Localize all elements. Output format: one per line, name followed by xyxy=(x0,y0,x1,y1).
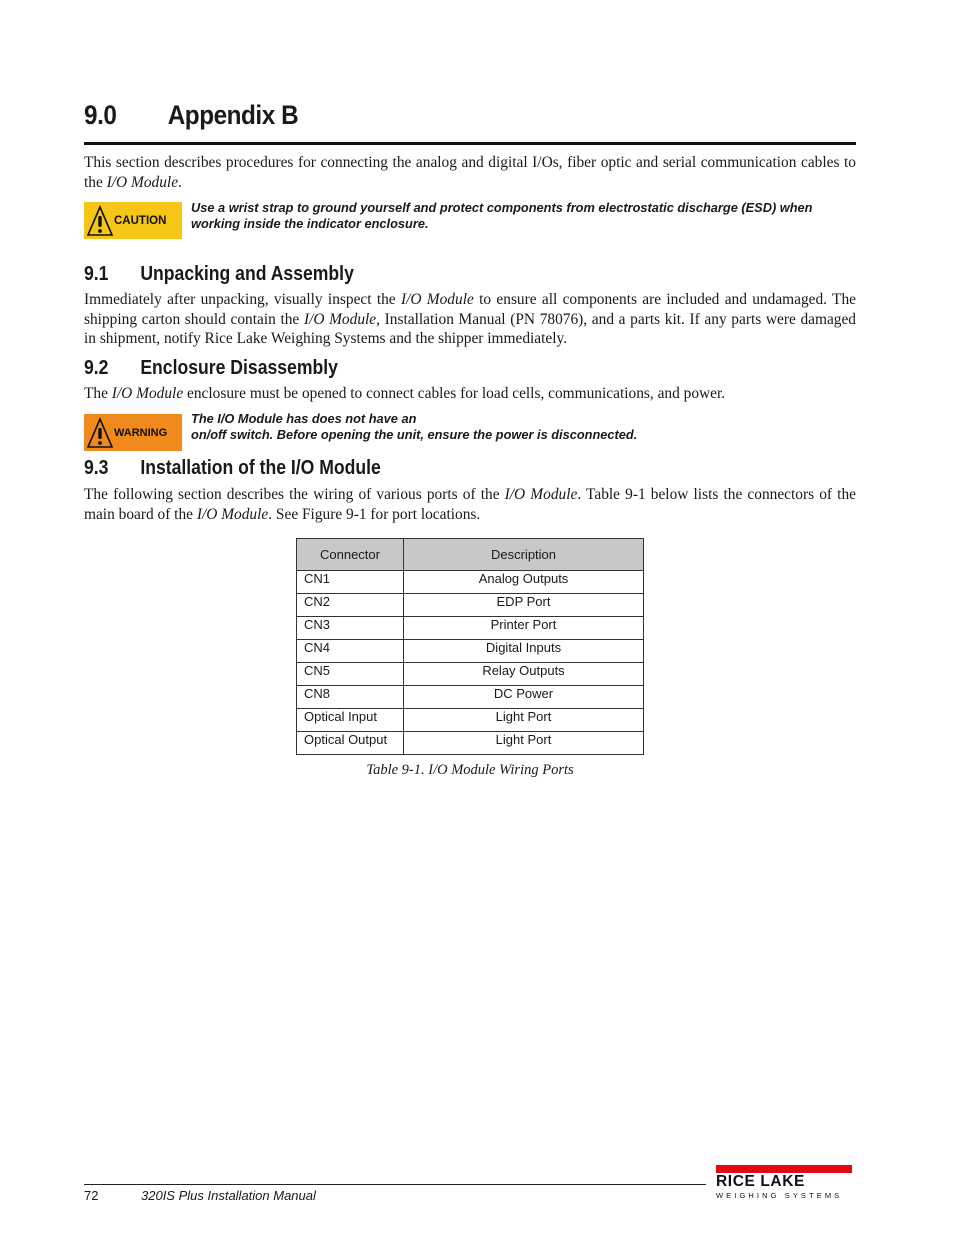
table-row xyxy=(297,709,644,732)
section-title: Installation of the I/O Module xyxy=(140,457,381,479)
table-header-row xyxy=(297,539,644,571)
text-run: Immediately after unpacking, visually inspect the xyxy=(84,291,401,308)
warning-text xyxy=(191,411,856,443)
chapter-title: Appendix B xyxy=(167,100,299,130)
text-emphasis: I/O Module xyxy=(303,310,377,328)
section-heading-unpacking xyxy=(84,263,354,286)
intro-paragraph xyxy=(84,153,856,192)
connector-cell: CN3 xyxy=(297,617,404,640)
table-row xyxy=(297,663,644,686)
text-run: The following section describes the wiring of various ports of the xyxy=(84,486,505,503)
caution-text: Use a wrist strap to ground yourself and protect components from electrostatic discharge (ESD) when working inside the indicator enclosure. xyxy=(191,200,813,231)
description-cell: Analog Outputs xyxy=(404,571,644,594)
manual-title: 320IS Plus Installation Manual xyxy=(141,1188,316,1203)
table-row xyxy=(297,732,644,755)
enclosure-paragraph xyxy=(84,384,856,404)
logo-name: RICE LAKE xyxy=(716,1173,805,1190)
exclamation-triangle-icon xyxy=(87,205,113,237)
section-heading-enclosure xyxy=(84,357,338,380)
text-run: . Table 9-1 below lists the connectors of the main board of the xyxy=(84,486,856,523)
exclamation-triangle-icon xyxy=(87,417,113,449)
text-emphasis: I/O Module xyxy=(400,291,474,308)
wiring-ports-table xyxy=(296,538,644,755)
description-cell: Light Port xyxy=(404,709,644,732)
connector-cell: CN1 xyxy=(297,571,404,594)
text-run: , Installation Manual (PN 78076), and a parts kit. If any parts were damaged in shipment, notify Rice Lake Weighing Systems and the shipper immediately. xyxy=(84,310,856,347)
description-cell: DC Power xyxy=(404,686,644,709)
connector-cell: CN5 xyxy=(297,663,404,686)
table-row xyxy=(297,594,644,617)
intro-end: . xyxy=(178,173,182,191)
caution-badge xyxy=(84,202,182,239)
text-run: . See Figure 9-1 for port locations. xyxy=(268,505,481,523)
description-cell: Digital Inputs xyxy=(404,640,644,663)
section-title: Enclosure Disassembly xyxy=(140,357,338,379)
section-number: 9.1 xyxy=(84,263,109,285)
section-number: 9.3 xyxy=(84,457,109,479)
section-title: Unpacking and Assembly xyxy=(140,263,354,285)
column-header-connector: Connector xyxy=(297,539,404,571)
text-emphasis: I/O Module xyxy=(504,486,578,503)
text-emphasis: I/O Module xyxy=(111,385,184,402)
section-number: 9.2 xyxy=(84,357,109,379)
intro-emphasis: I/O Module xyxy=(106,173,179,191)
intro-text: This section describes procedures for connecting the analog and digital I/Os, fiber optic and serial communication cables to the xyxy=(84,154,856,191)
table-row xyxy=(297,640,644,663)
warning-badge xyxy=(84,414,182,451)
table-caption: Table 9-1. I/O Module Wiring Ports xyxy=(366,762,574,778)
connector-cell: CN4 xyxy=(297,640,404,663)
warning-line: The I/O Module has does not have an xyxy=(191,411,417,426)
connector-cell: CN8 xyxy=(297,686,404,709)
description-cell: Light Port xyxy=(404,732,644,755)
title-rule xyxy=(84,142,856,145)
table-row xyxy=(297,617,644,640)
connector-cell: CN2 xyxy=(297,594,404,617)
connector-cell: Optical Input xyxy=(297,709,404,732)
logo-subtitle: WEIGHING SYSTEMS xyxy=(716,1191,843,1200)
page-number: 72 xyxy=(84,1188,99,1203)
installation-paragraph xyxy=(84,485,856,524)
warning-line: on/off switch. Before opening the unit, ensure the power is disconnected. xyxy=(191,427,638,442)
description-cell: Relay Outputs xyxy=(404,663,644,686)
column-header-description: Description xyxy=(404,539,644,571)
chapter-number: 9.0 xyxy=(84,100,117,130)
description-cell: Printer Port xyxy=(404,617,644,640)
text-run: The xyxy=(84,385,112,402)
unpacking-paragraph xyxy=(84,290,856,349)
table-row xyxy=(297,571,644,594)
warning-label: WARNING xyxy=(114,426,168,439)
rice-lake-logo xyxy=(712,1165,854,1199)
caution-label: CAUTION xyxy=(114,214,167,227)
text-run: to ensure all components are included and undamaged. The shipping carton should contain the xyxy=(84,291,856,328)
description-cell: EDP Port xyxy=(404,594,644,617)
footer-rule xyxy=(84,1184,706,1185)
section-heading-installation xyxy=(84,457,381,480)
logo-bar xyxy=(716,1165,852,1173)
connector-cell: Optical Output xyxy=(297,732,404,755)
page-title xyxy=(84,100,779,131)
text-run: enclosure must be opened to connect cables for load cells, communications, and power. xyxy=(183,385,726,402)
table-row xyxy=(297,686,644,709)
text-emphasis: I/O Module xyxy=(196,505,269,523)
